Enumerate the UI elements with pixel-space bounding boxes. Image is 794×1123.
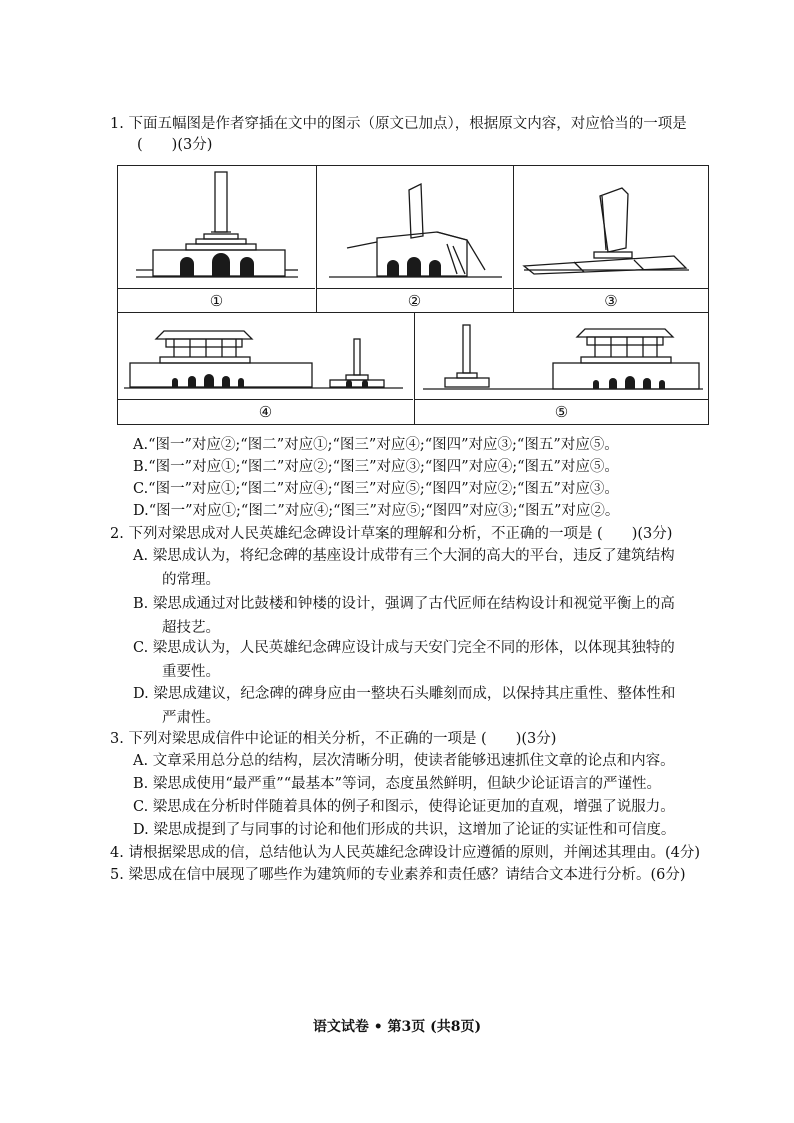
q1-stem-cont: ( )(3分) — [137, 137, 213, 153]
monument-drawing-1 — [118, 166, 315, 284]
figure-cell-3 — [514, 166, 708, 312]
q2-option-d-cont: 严肃性。 — [162, 710, 220, 726]
figure-row-2 — [117, 313, 709, 425]
caption-4: ④ — [118, 399, 413, 425]
tiananmen-drawing-5 — [415, 313, 708, 399]
page-footer: 语文试卷 • 第3页 (共8页) — [312, 1019, 482, 1035]
caption-3: ③ — [514, 288, 708, 313]
q1-stem: 1. 下面五幅图是作者穿插在文中的图示（原文已加点），根据原文内容，对应恰当的一项是 — [110, 116, 687, 132]
q1-option-a: A.“图一”对应②;“图二”对应①;“图三”对应④;“图四”对应③;“图五”对应⑤。 — [133, 437, 619, 453]
q1-option-c: C.“图一”对应①;“图二”对应④;“图三”对应⑤;“图四”对应②;“图五”对应③。 — [133, 481, 619, 497]
q2-option-b-cont: 超技艺。 — [162, 620, 220, 636]
q5-stem: 5. 梁思成在信中展现了哪些作为建筑师的专业素养和责任感？请结合文本进行分析。(6分) — [110, 867, 686, 883]
q4-stem: 4. 请根据梁思成的信，总结他认为人民英雄纪念碑设计应遵循的原则，并阐述其理由。(4分) — [110, 845, 700, 861]
caption-1: ① — [118, 288, 315, 313]
q2-stem: 2. 下列对梁思成对人民英雄纪念碑设计草案的理解和分析，不正确的一项是 ( )(3分) — [110, 526, 673, 542]
q2-option-c-cont: 重要性。 — [162, 664, 220, 680]
q2-option-c: C. 梁思成认为，人民英雄纪念碑应设计成与天安门完全不同的形体，以体现其独特的 — [133, 640, 675, 656]
q3-stem: 3. 下列对梁思成信件中论证的相关分析，不正确的一项是 ( )(3分) — [110, 731, 557, 747]
q3-option-a: A. 文章采用总分总的结构，层次清晰分明，使读者能够迅速抓住文章的论点和内容。 — [133, 753, 675, 769]
q1-option-b: B.“图一”对应①;“图二”对应②;“图三”对应③;“图四”对应④;“图五”对应⑤。 — [133, 459, 619, 475]
q2-option-d: D. 梁思成建议，纪念碑的碑身应由一整块石头雕刻而成，以保持其庄重性、整体性和 — [133, 686, 676, 702]
q2-option-a: A. 梁思成认为，将纪念碑的基座设计成带有三个大洞的高大的平台，违反了建筑结构 — [133, 548, 675, 564]
tiananmen-drawing-4 — [118, 313, 413, 399]
q1-option-d: D.“图一”对应①;“图二”对应④;“图三”对应⑤;“图四”对应③;“图五”对应②。 — [133, 503, 620, 519]
q3-option-d: D. 梁思成提到了与同事的讨论和他们形成的共识，这增加了论证的实证性和可信度。 — [133, 822, 676, 838]
figure-cell-1 — [118, 166, 317, 312]
q2-option-b: B. 梁思成通过对比鼓楼和钟楼的设计，强调了古代匠师在结构设计和视觉平衡上的高 — [133, 596, 675, 612]
monument-drawing-3 — [514, 166, 708, 284]
caption-2: ② — [317, 288, 512, 313]
figure-row-1 — [117, 165, 709, 313]
q3-option-c: C. 梁思成在分析时伴随着具体的例子和图示，使得论证更加的直观，增强了说服力。 — [133, 799, 675, 815]
monument-drawing-2 — [317, 166, 512, 284]
q2-option-a-cont: 的常理。 — [162, 572, 220, 588]
figure-cell-5 — [415, 313, 708, 424]
figure-cell-4 — [118, 313, 415, 424]
figure-cell-2 — [317, 166, 514, 312]
q3-option-b: B. 梁思成使用“最严重”“最基本”等词，态度虽然鲜明，但缺少论证语言的严谨性。 — [133, 776, 662, 792]
caption-5: ⑤ — [415, 399, 708, 425]
